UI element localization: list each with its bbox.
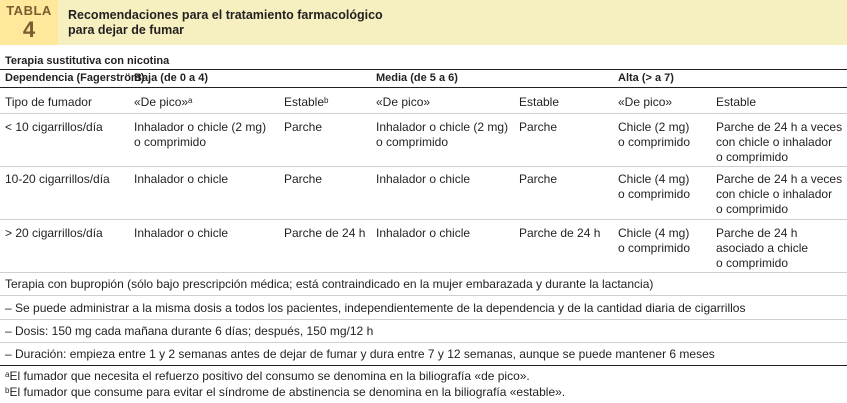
cell-med-peak: Inhalador o chicle (2 mg) o comprimido: [376, 120, 509, 149]
divider: [0, 87, 847, 88]
bupropion-note-duration: – Duración: empieza entre 1 y 2 semanas antes de dejar de fumar y dura entre 7 y 12 semanas, aunque se puede mantener 6 meses: [5, 347, 715, 361]
badge-word: TABLA: [6, 3, 52, 18]
row-divider: [0, 113, 847, 114]
cell-high-stable: Parche de 24 h asociado a chicle o comprimido: [716, 226, 809, 270]
col-header-high-stable: Estable: [716, 95, 757, 109]
title-line-1: Recomendaciones para el tratamiento farmacológico: [68, 8, 383, 22]
row-smoker-type: 10-20 cigarrillos/día: [5, 172, 110, 186]
cell-med-peak: Inhalador o chicle: [376, 226, 471, 240]
cell-low-stable: Parche: [284, 172, 323, 186]
cell-med-stable: Parche: [519, 172, 558, 186]
badge-number: 4: [22, 17, 36, 42]
bupropion-title: Terapia con bupropión (sólo bajo prescripción médica; está contraindicado en la mujer embarazada y durante la lactancia): [5, 277, 654, 291]
col-header-med-peak: «De pico»: [376, 95, 431, 109]
col-header-high-peak: «De pico»: [618, 95, 673, 109]
footnote-b: $^b$El fumador que consume para evitar el síndrome de abstinencia se denomina en la biliografía «estable».: [5, 385, 566, 399]
cell-high-stable: Parche de 24 h a veces con chicle o inhalador o comprimido: [716, 172, 843, 216]
cell-low-peak: Inhalador o chicle: [134, 172, 229, 186]
col-header-low-peak: «De pico»$^a$: [134, 95, 193, 109]
title-line-2: para dejar de fumar: [68, 23, 185, 37]
col-header-low-stable: Estable$^b$: [284, 95, 329, 109]
cell-high-stable: Parche de 24 h a veces con chicle o inhalador o comprimido: [716, 120, 843, 164]
cell-high-peak: Chicle (4 mg) o comprimido: [618, 226, 691, 255]
row-divider: [0, 272, 847, 273]
dependence-high: Alta (> a 7): [618, 72, 674, 84]
row-divider: [0, 319, 847, 320]
bupropion-note-dose-all: – Se puede administrar a la misma dosis a todos los pacientes, independientemente de la dependencia y de la cantidad diaria de cigarrillos: [5, 301, 746, 315]
table-title: [68, 8, 488, 38]
dependence-label: Dependencia (Fagerström): [5, 72, 145, 84]
cell-low-peak: Inhalador o chicle (2 mg) o comprimido: [134, 120, 267, 149]
cell-med-stable: Parche: [519, 120, 558, 134]
dependence-low: Baja (de 0 a 4): [134, 72, 208, 84]
bupropion-note-dose: – Dosis: 150 mg cada mañana durante 6 días; después, 150 mg/12 h: [5, 324, 374, 338]
cell-high-peak: Chicle (2 mg) o comprimido: [618, 120, 691, 149]
cell-low-peak: Inhalador o chicle: [134, 226, 229, 240]
dependence-medium: Media (de 5 a 6): [376, 72, 458, 84]
cell-low-stable: Parche: [284, 120, 323, 134]
row-divider: [0, 342, 847, 343]
row-divider: [0, 295, 847, 296]
divider: [0, 69, 847, 70]
col-header-smoker-type: Tipo de fumador: [5, 95, 92, 109]
cell-med-peak: Inhalador o chicle: [376, 172, 471, 186]
col-header-med-stable: Estable: [519, 95, 560, 109]
row-divider: [0, 219, 847, 220]
cell-low-stable: Parche de 24 h: [284, 226, 366, 240]
section-nicotine-title: Terapia sustitutiva con nicotina: [5, 55, 170, 67]
footnote-a: $^a$El fumador que necesita el refuerzo positivo del consumo se denomina en la biliografía «de pico».: [5, 369, 530, 383]
row-smoker-type: > 20 cigarrillos/día: [5, 226, 103, 240]
row-divider: [0, 166, 847, 167]
row-smoker-type: < 10 cigarrillos/día: [5, 120, 103, 134]
cell-high-peak: Chicle (4 mg) o comprimido: [618, 172, 691, 201]
table-header-band: [0, 0, 847, 45]
divider: [0, 365, 847, 366]
table-badge: [0, 0, 58, 45]
cell-med-stable: Parche de 24 h: [519, 226, 601, 240]
